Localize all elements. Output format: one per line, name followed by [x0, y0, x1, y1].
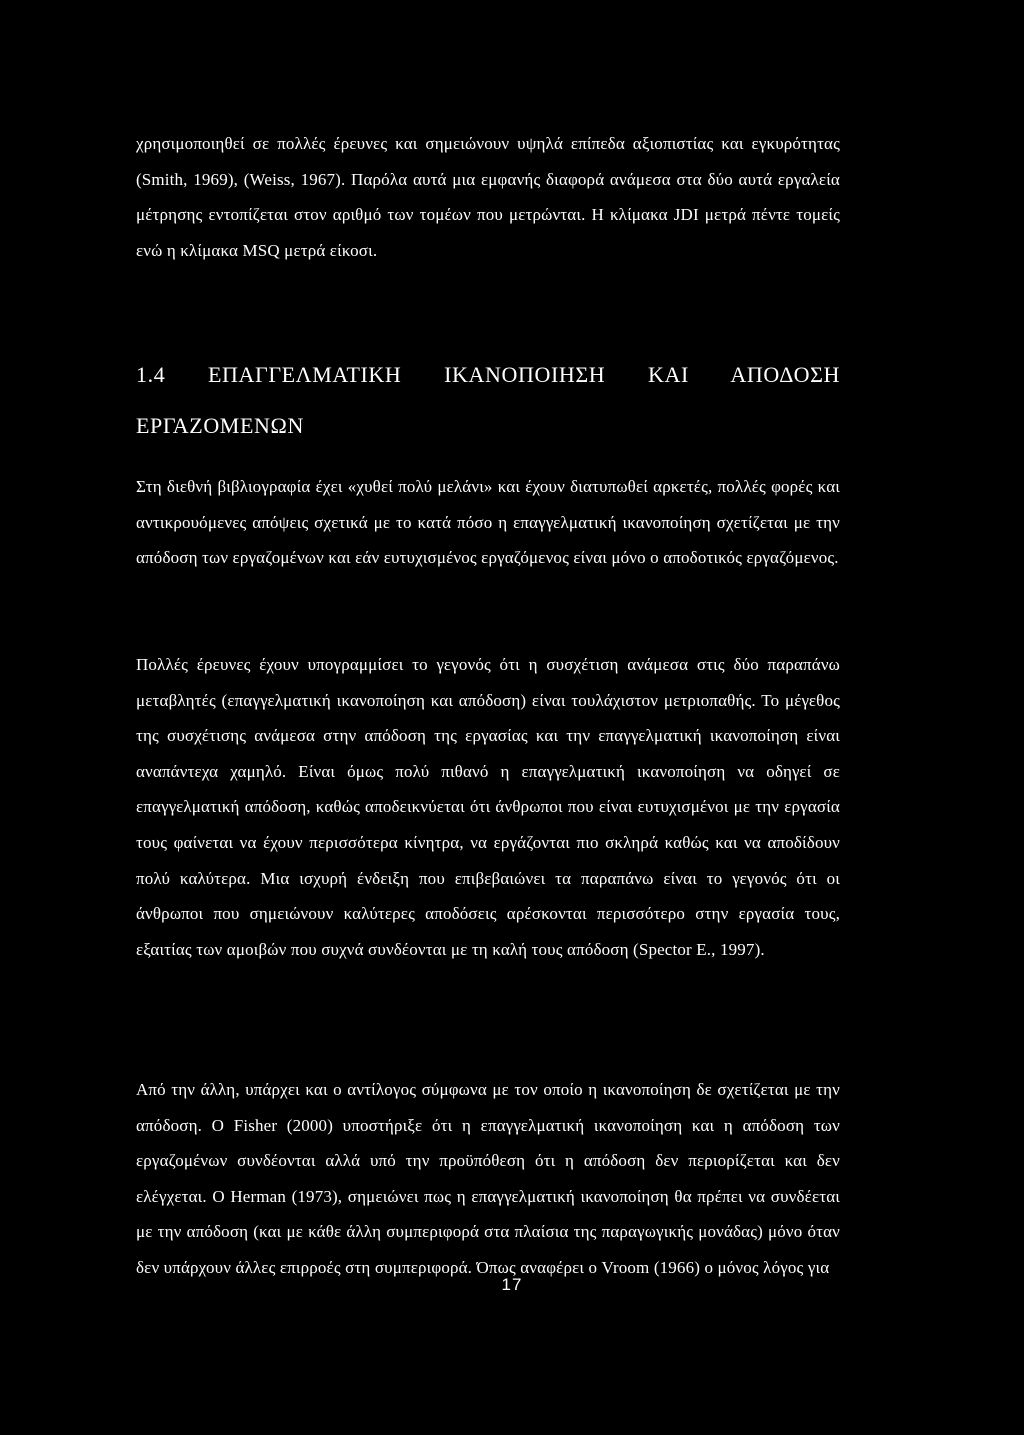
paragraph-1: Στη διεθνή βιβλιογραφία έχει «χυθεί πολύ μελάνι» και έχουν διατυπωθεί αρκετές, πολλές φορές και αντικρουόμενες απόψεις σχετικά με το κατά πόσο η επαγγελματική ικανοποίηση σχετίζεται με την απόδοση των εργαζομένων και εάν ευτυχισμένος εργαζόμενος είναι μόνο ο αποδοτικός εργαζόμενος.: [136, 477, 840, 568]
paragraph-2: Πολλές έρευνες έχουν υπογραμμίσει το γεγονός ότι η συσχέτιση ανάμεσα στις δύο παραπάνω μεταβλητές (επαγγελματική ικανοποίηση και απόδοση) είναι τουλάχιστον μετριοπαθής. Το μέγεθος της συσχέτισης ανάμεσα στην απόδοση της εργασίας και την επαγγελματική ικανοποίηση είναι αναπάντεχα χαμηλό. Είναι όμως πολύ πιθανό η επαγγελματική ικανοποίηση να οδηγεί σε επαγγελματική απόδοση, καθώς αποδεικνύεται ότι άνθρωποι που είναι ευτυχισμένοι με την εργασία τους φαίνεται να έχουν περισσότερα κίνητρα, να εργάζονται πιο σκληρά καθώς και να αποδίδουν πολύ καλύτερα. Μια ισχυρή ένδειξη που επιβεβαιώνει τα παραπάνω είναι το γεγονός ότι οι άνθρωποι που σημειώνουν καλύτερες αποδόσεις αρέσκονται περισσότερο στην εργασία τους, εξαιτίας των αμοιβών που συχνά συνδέονται με τη καλή τους απόδοση (Spector E., 1997).: [136, 655, 840, 959]
page-number: 17: [501, 1275, 523, 1294]
section-heading: 1.4 ΕΠΑΓΓΕΛΜΑΤΙΚΗ ΙΚΑΝΟΠΟΙΗΣΗ ΚΑΙ ΑΠΟΔΟΣΗ ΕΡΓΑΖΟΜΕΝΩΝ: [136, 362, 840, 438]
paragraph-3: Από την άλλη, υπάρχει και ο αντίλογος σύμφωνα με τον οποίο η ικανοποίηση δε σχετίζεται με την απόδοση. Ο Fisher (2000) υποστήριξε ότι η επαγγελματική ικανοποίηση και η απόδοση των εργαζομένων συνδέονται αλλά υπό την προϋπόθεση ότι η απόδοση δεν περιορίζεται και δεν ελέγχεται. Ο Herman (1973), σημειώνει πως η επαγγελματική ικανοποίηση θα πρέπει να συνδέεται με την απόδοση (και με κάθε άλλη συμπεριφορά στα πλαίσια της παραγωγικής μονάδας) μόνο όταν δεν υπάρχουν άλλες επιρροές στη συμπεριφορά. Όπως αναφέρει ο Vroom (1966) ο μόνος λόγος για: [136, 1080, 840, 1277]
intro-paragraph: χρησιμοποιηθεί σε πολλές έρευνες και σημειώνουν υψηλά επίπεδα αξιοπιστίας και εγκυρότητας (Smith, 1969), (Weiss, 1967). Παρόλα αυτά μια εμφανής διαφορά ανάμεσα στα δύο αυτά εργαλεία μέτρησης εντοπίζεται στον αριθμό των τομέων που μετρώνται. Η κλίμακα JDI μετρά πέντε τομείς ενώ η κλίμακα MSQ μετρά είκοσι.: [136, 134, 840, 260]
